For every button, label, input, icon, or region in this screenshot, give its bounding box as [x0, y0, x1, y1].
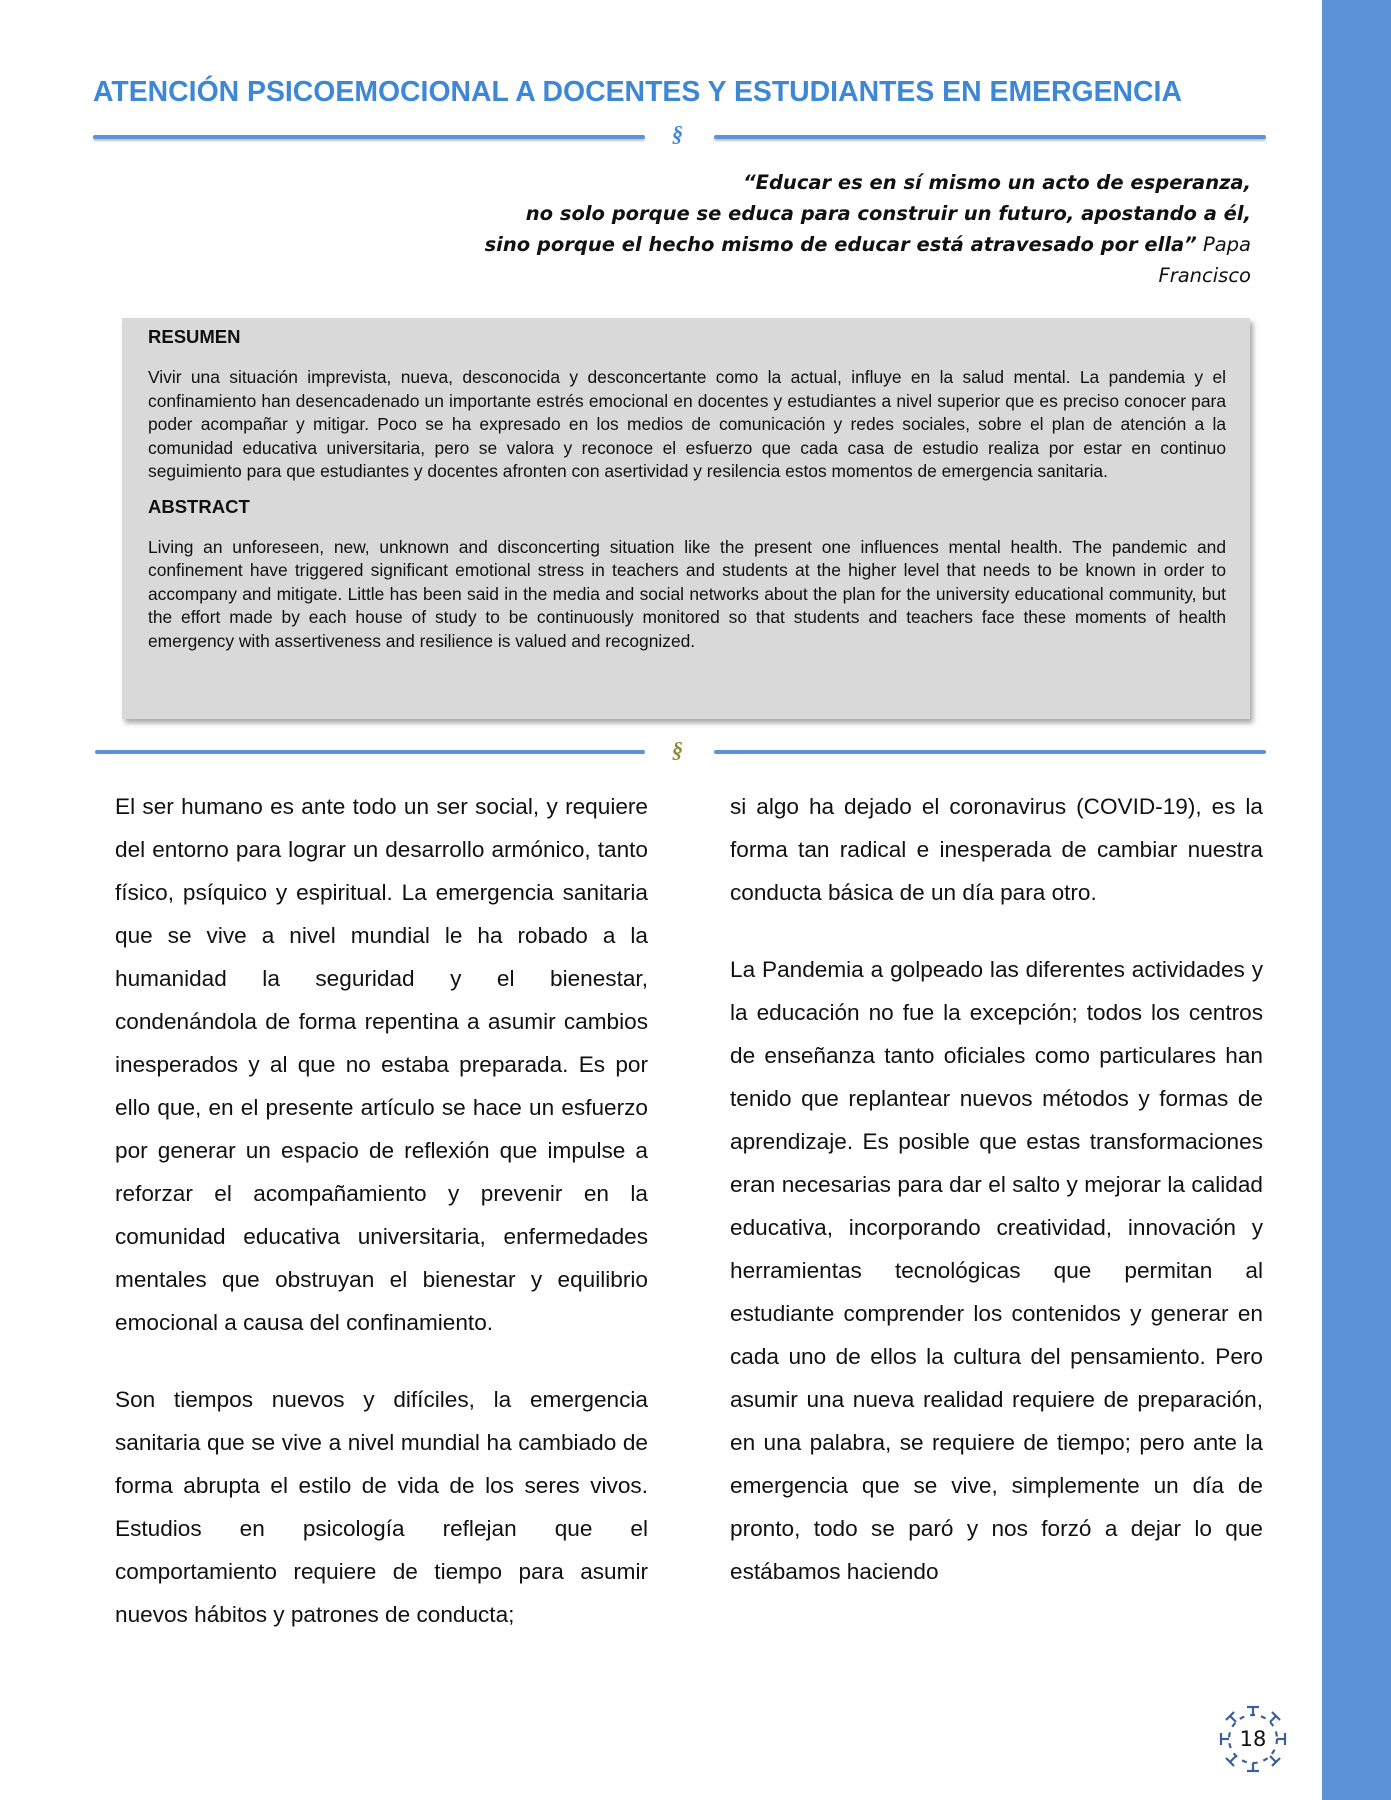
body-paragraph: si algo ha dejado el coronavirus (COVID-19), es la forma tan radical e inesperada de cambiar nuestra conducta básica de un día para otro. — [730, 794, 1263, 905]
side-color-bar — [1322, 0, 1391, 1800]
epigraph-line-3: sino porque el hecho mismo de educar está atravesado por ella” — [484, 233, 1197, 256]
epigraph-line-1: “Educar es en sí mismo un acto de esperanza, — [743, 171, 1251, 194]
top-divider-left — [93, 135, 645, 139]
section-mark-top: § — [672, 121, 683, 146]
epigraph-author-cont: Francisco — [1158, 264, 1251, 287]
article-title: ATENCIÓN PSICOEMOCIONAL A DOCENTES Y ESTUDIANTES EN EMERGENCIA — [93, 76, 1182, 108]
epigraph-author: Papa — [1202, 233, 1251, 256]
body-paragraph: Son tiempos nuevos y difíciles, la emergencia sanitaria que se vive a nivel mundial ha cambiado de forma abrupta el estilo de vida de los seres vivos. Estudios en psicología reflejan que el comportamiento requiere de tiempo para asumir nuevos hábitos y patrones de conducta; — [115, 1387, 648, 1627]
resumen-text: Vivir una situación imprevista, nueva, desconocida y desconcertante como la actual, influye en la salud mental. La pandemia y el confinamiento han desencadenado un importante estrés emocional en docentes y estudiantes a nivel superior que es preciso conocer para poder acompañar y mitigar. Poco se ha expresado en los medios de comunicación y redes sociales, sobre el plan de atención a la comunidad educativa universitaria, pero se valora y reconoce el esfuerzo que cada casa de estudio realiza por estar en continuo seguimiento para que estudiantes y docentes afronten con asertividad y resilencia estos momentos de emergencia sanitaria. — [148, 367, 1226, 481]
epigraph-line-2: no solo porque se educa para construir un futuro, apostando a él, — [525, 202, 1251, 225]
resumen-heading: RESUMEN — [148, 326, 241, 347]
body-column-left — [115, 785, 648, 1670]
page-number-badge — [1213, 1702, 1293, 1776]
abstract-box — [122, 318, 1250, 719]
abstract-heading: ABSTRACT — [148, 495, 250, 517]
page-number: 18 — [1239, 1727, 1267, 1751]
abstract-text: Living an unforeseen, new, unknown and disconcerting situation like the present one influences mental health. The pandemic and confinement have triggered significant emotional stress in teachers and students at the higher level that needs to be known in order to accompany and mitigate. Little has been said in the media and social networks about the plan for the university educational community, but the effort made by each house of study to be continuously monitored so that students and teachers face these moments of health emergency with assertiveness and resilience is valued and recognized. — [148, 536, 1226, 651]
epigraph — [451, 167, 1251, 291]
body-column-right — [730, 785, 1263, 1627]
section-mark-bottom: § — [672, 737, 683, 762]
body-divider-left — [95, 750, 645, 754]
body-divider-right — [714, 750, 1266, 754]
body-paragraph: La Pandemia a golpeado las diferentes actividades y la educación no fue la excepción; todos los centros de enseñanza tanto oficiales como particulares han tenido que replantear nuevos métodos y formas de aprendizaje. Es posible que estas transformaciones eran necesarias para dar el salto y mejorar la calidad educativa, incorporando creatividad, innovación y herramientas tecnológicas que permitan al estudiante comprender los contenidos y generar en cada uno de ellos la cultura del pensamiento. Pero asumir una nueva realidad requiere de preparación, en una palabra, se requiere de tiempo; pero ante la emergencia que se vive, simplemente un día de pronto, todo se paró y nos forzó a dejar lo que estábamos haciendo — [730, 957, 1263, 1584]
body-paragraph: El ser humano es ante todo un ser social, y requiere del entorno para lograr un desarrollo armónico, tanto físico, psíquico y espiritual. La emergencia sanitaria que se vive a nivel mundial le ha robado a la humanidad la seguridad y el bienestar, condenándola de forma repentina a asumir cambios inesperados y al que no estaba preparada. Es por ello que, en el presente artículo se hace un esfuerzo por generar un espacio de reflexión que impulse a reforzar el acompañamiento y prevenir en la comunidad educativa universitaria, enfermedades mentales que obstruyan el bienestar y equilibrio emocional a causa del confinamiento. — [115, 794, 648, 1335]
top-divider-right — [714, 135, 1266, 139]
